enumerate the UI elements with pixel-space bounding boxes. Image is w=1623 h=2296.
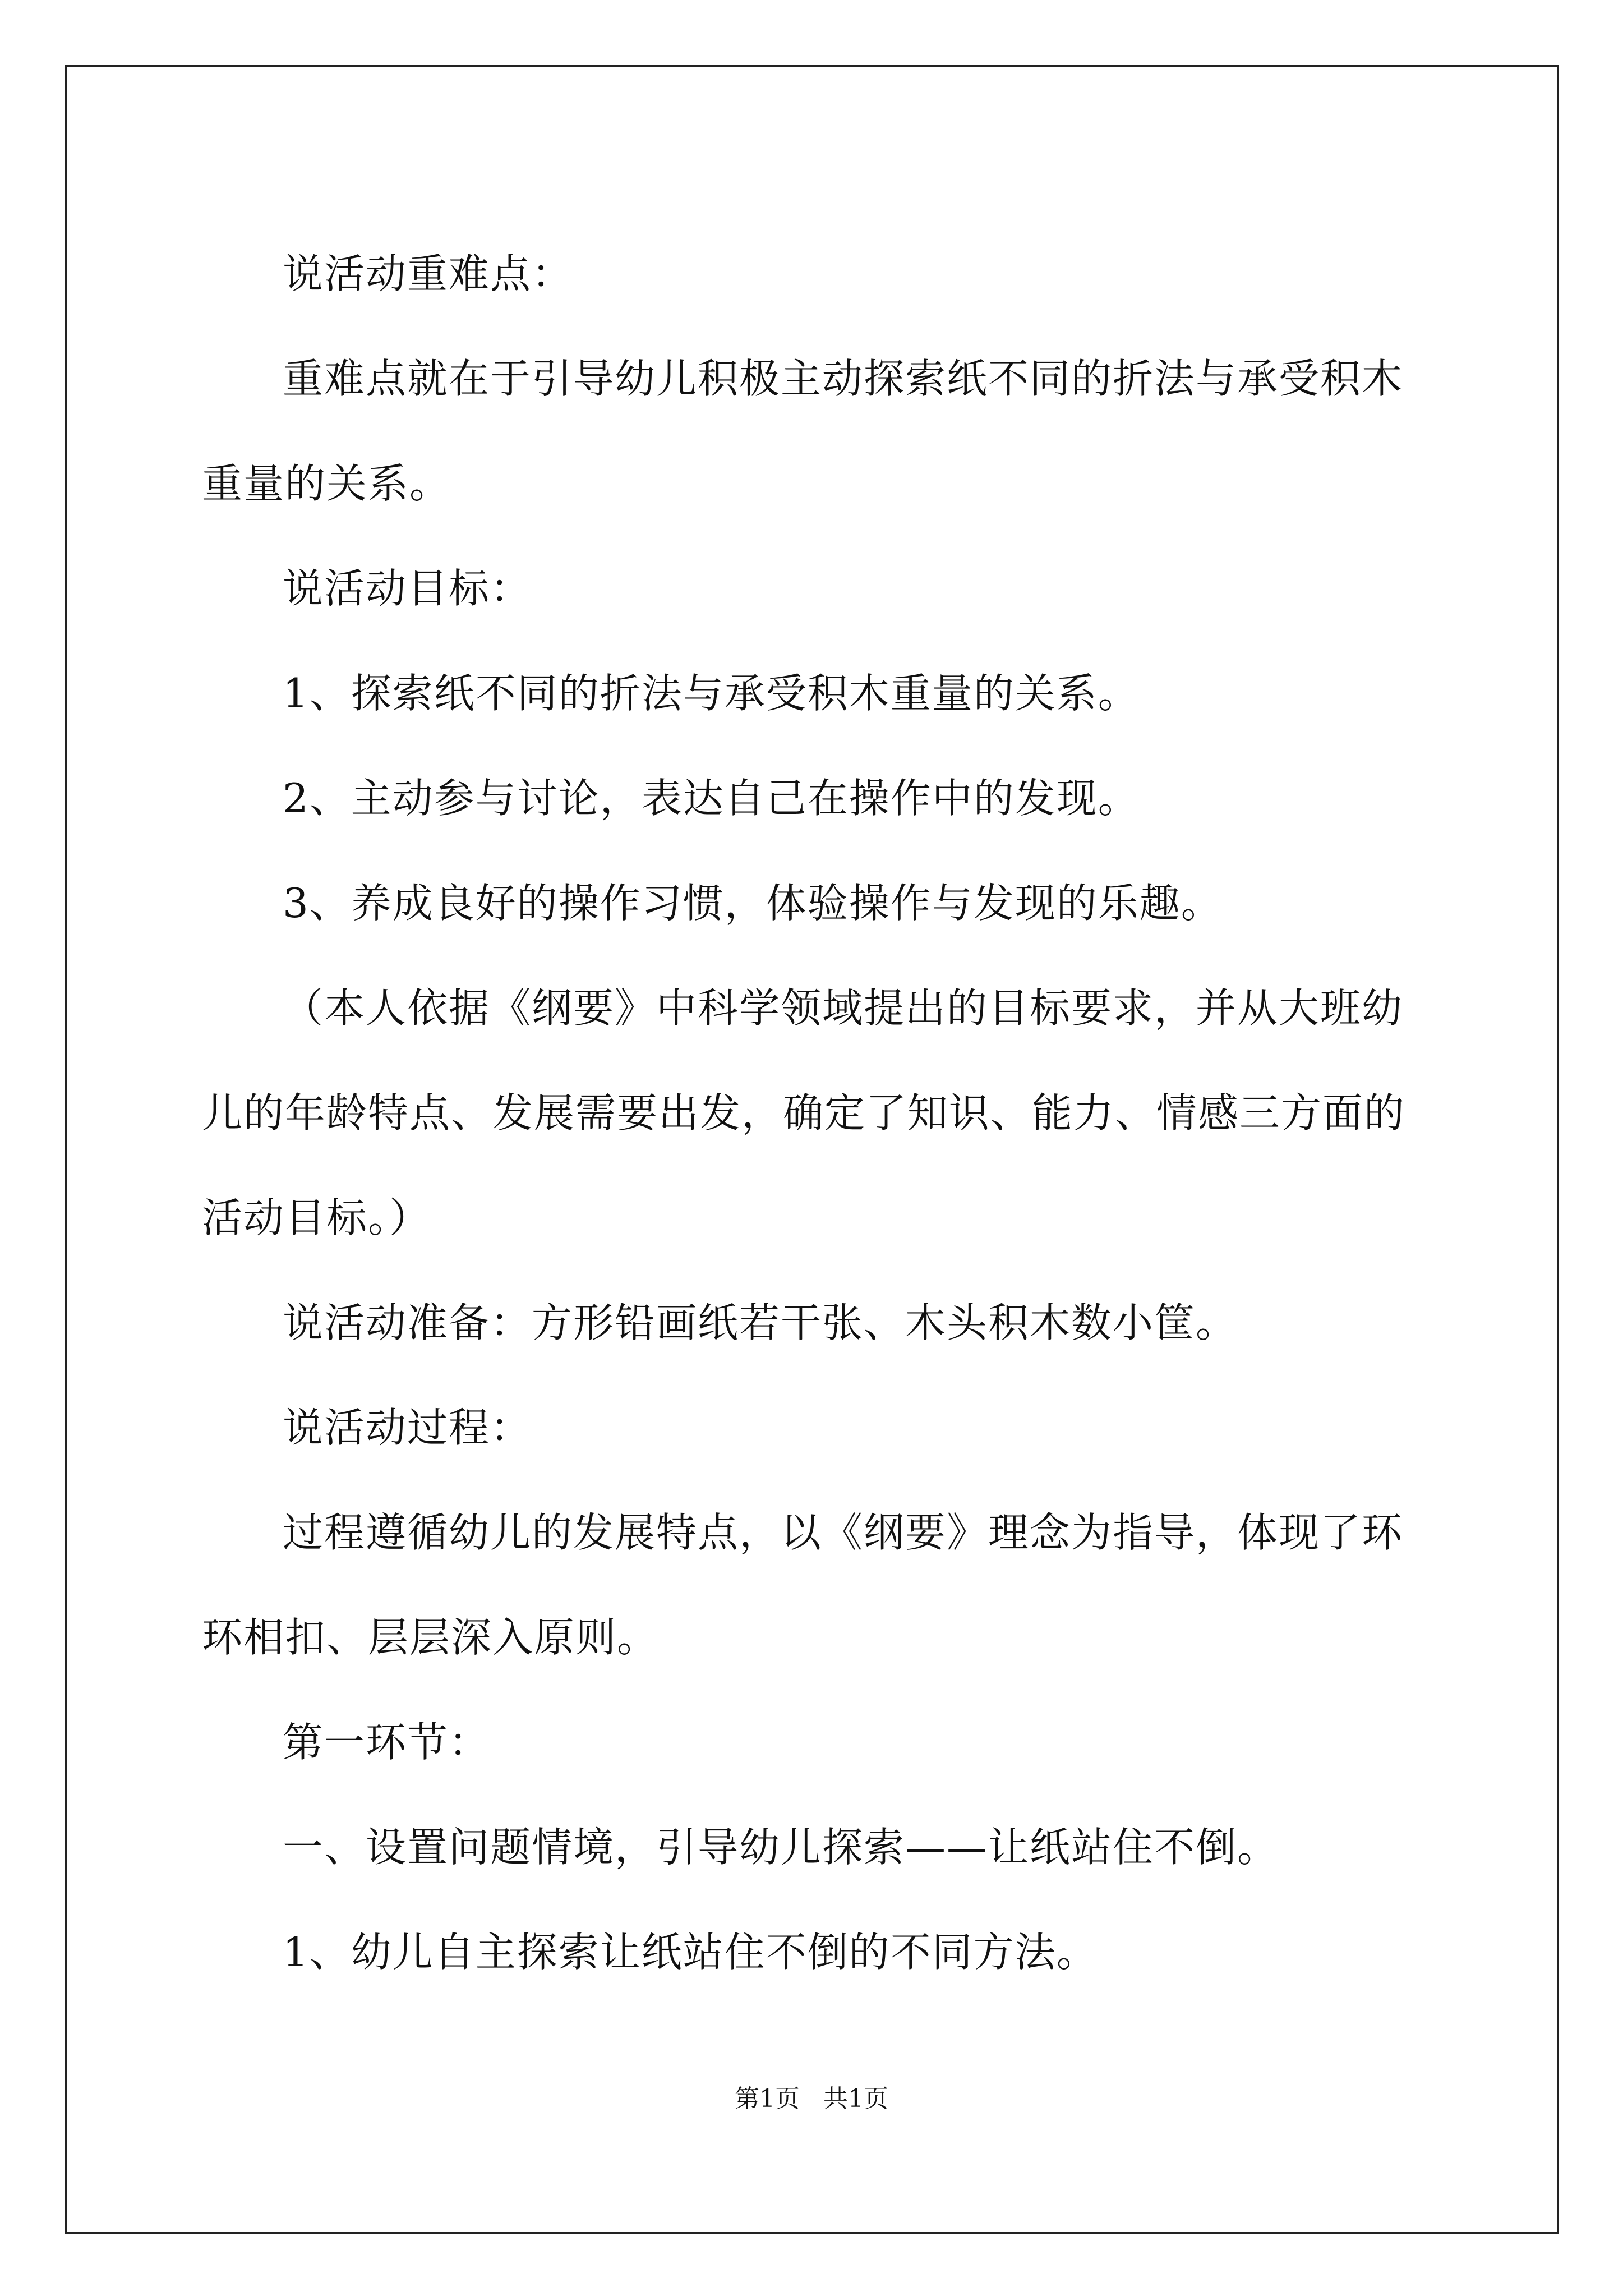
- paragraph-goal-3: 3、养成良好的操作习惯，体验操作与发现的乐趣。: [283, 880, 1223, 927]
- paragraph-step-1-item-1: 1、幼儿自主探索让纸站住不倒的不同方法。: [283, 1929, 1098, 1976]
- paragraph-goal-1: 1、探索纸不同的折法与承受积木重量的关系。: [283, 670, 1140, 717]
- page-footer: [0, 2078, 1623, 2114]
- page-number: 第1页: [735, 2085, 800, 2113]
- page-total: 共1页: [823, 2085, 888, 2113]
- paragraph-heading-step-1: 第一环节：: [283, 1719, 491, 1766]
- document-body: [202, 222, 1430, 2005]
- paragraph-key-points: 重难点就在于引导幼儿积极主动探索纸不同的折法与承受积木重量的关系。: [202, 355, 1404, 507]
- paragraph-goal-2: 2、主动参与讨论，表达自己在操作中的发现。: [283, 775, 1140, 822]
- paragraph-goal-note: （本人依据《纲要》中科学领域提出的目标要求，并从大班幼儿的年龄特点、发展需要出发，确定了知识、能力、情感三方面的活动目标。）: [202, 984, 1406, 1241]
- paragraph-preparation: 说活动准备：方形铅画纸若干张、木头积木数小筐。: [283, 1299, 1238, 1346]
- paragraph-heading-process: 说活动过程：: [283, 1404, 532, 1451]
- paragraph-heading-goals: 说活动目标：: [283, 565, 532, 612]
- paragraph-heading-key-points: 说活动重难点：: [283, 250, 574, 297]
- paragraph-process: 过程遵循幼儿的发展特点，以《纲要》理念为指导，体现了环环相扣、层层深入原则。: [202, 1509, 1404, 1661]
- paragraph-step-1-title: 一、设置问题情境，引导幼儿探索——让纸站住不倒。: [283, 1824, 1279, 1871]
